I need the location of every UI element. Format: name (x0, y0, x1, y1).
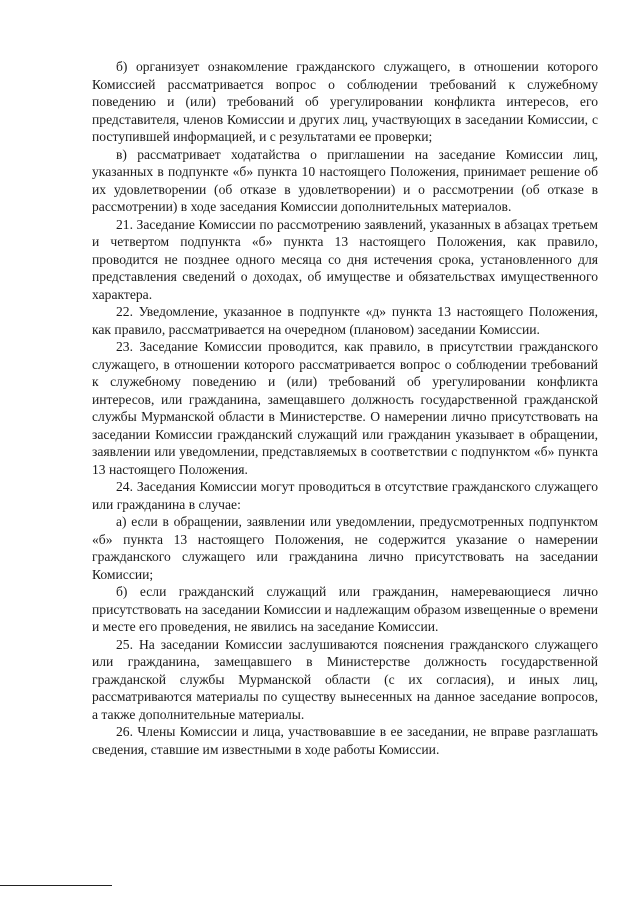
paragraph-subitem-v: в) рассматривает ходатайства о приглашении на заседание Комиссии лиц, указанных в подпункте «б» пункта 10 настоящего Положения, принимает решение об их удовлетворении (об отказе в удовлетворении) и о рассмотрении (об отказе в рассмотрении) в ходе заседания Комиссии дополнительных материалов. (92, 146, 598, 214)
paragraph-subitem-b: б) организует ознакомление гражданского служащего, в отношении которого Комиссией рассматривается вопрос о соблюдении требований к служебному поведению и (или) требований об урегулировании конфликта интересов, его представителя, членов Комиссии и других лиц, участвующих в заседании Комиссии, с поступившей информацией, и с результатами ее проверки; (92, 59, 598, 144)
footnote-divider (0, 885, 112, 886)
paragraph-24: 24. Заседания Комиссии могут проводиться в отсутствие гражданского служащего или гражданина в случае: (92, 479, 598, 512)
paragraph-24-subitem-a: а) если в обращении, заявлении или уведомлении, предусмотренных подпунктом «б» пункта 13 настоящего Положения, не содержится указание о намерении гражданского служащего или гражданина лично присутствовать на заседании Комиссии; (92, 514, 598, 582)
document-body (92, 58, 598, 758)
paragraph-21: 21. Заседание Комиссии по рассмотрению заявлений, указанных в абзацах третьем и четвертом подпункта «б» пункта 13 настоящего Положения, как правило, проводится не позднее одного месяца со дня истечения срока, установленного для представления сведений о доходах, об имуществе и обязательствах имущественного характера. (92, 216, 598, 302)
paragraph-25: 25. На заседании Комиссии заслушиваются пояснения гражданского служащего или гражданина, замещавшего в Министерстве должность государственной гражданской службы Мурманской области (с их согласия), и иных лиц, рассматриваются материалы по существу вынесенных на данное заседание вопросов, а также дополнительные материалы. (92, 636, 598, 722)
paragraph-22: 22. Уведомление, указанное в подпункте «д» пункта 13 настоящего Положения, как правило, рассматривается на очередном (плановом) заседании Комиссии. (92, 304, 598, 337)
paragraph-23: 23. Заседание Комиссии проводится, как правило, в присутствии гражданского служащего, в отношении которого рассматривается вопрос о соблюдении требований к служебному поведению и (или) требований об урегулировании конфликта интересов, или гражданина, замещавшего должность государственной гражданской службы Мурманской области в Министерстве. О намерении лично присутствовать на заседании Комиссии гражданский служащий или гражданин указывает в обращении, заявлении или уведомлении, представляемых в соответствии с подпунктом «б» пункта 13 настоящего Положения. (92, 339, 598, 477)
paragraph-26: 26. Члены Комиссии и лица, участвовавшие в ее заседании, не вправе разглашать сведения, ставшие им известными в ходе работы Комиссии. (92, 724, 598, 757)
paragraph-24-subitem-b: б) если гражданский служащий или гражданин, намеревающиеся лично присутствовать на заседании Комиссии и надлежащим образом извещенные о времени и месте его проведения, не явились на заседание Комиссии. (92, 584, 598, 634)
